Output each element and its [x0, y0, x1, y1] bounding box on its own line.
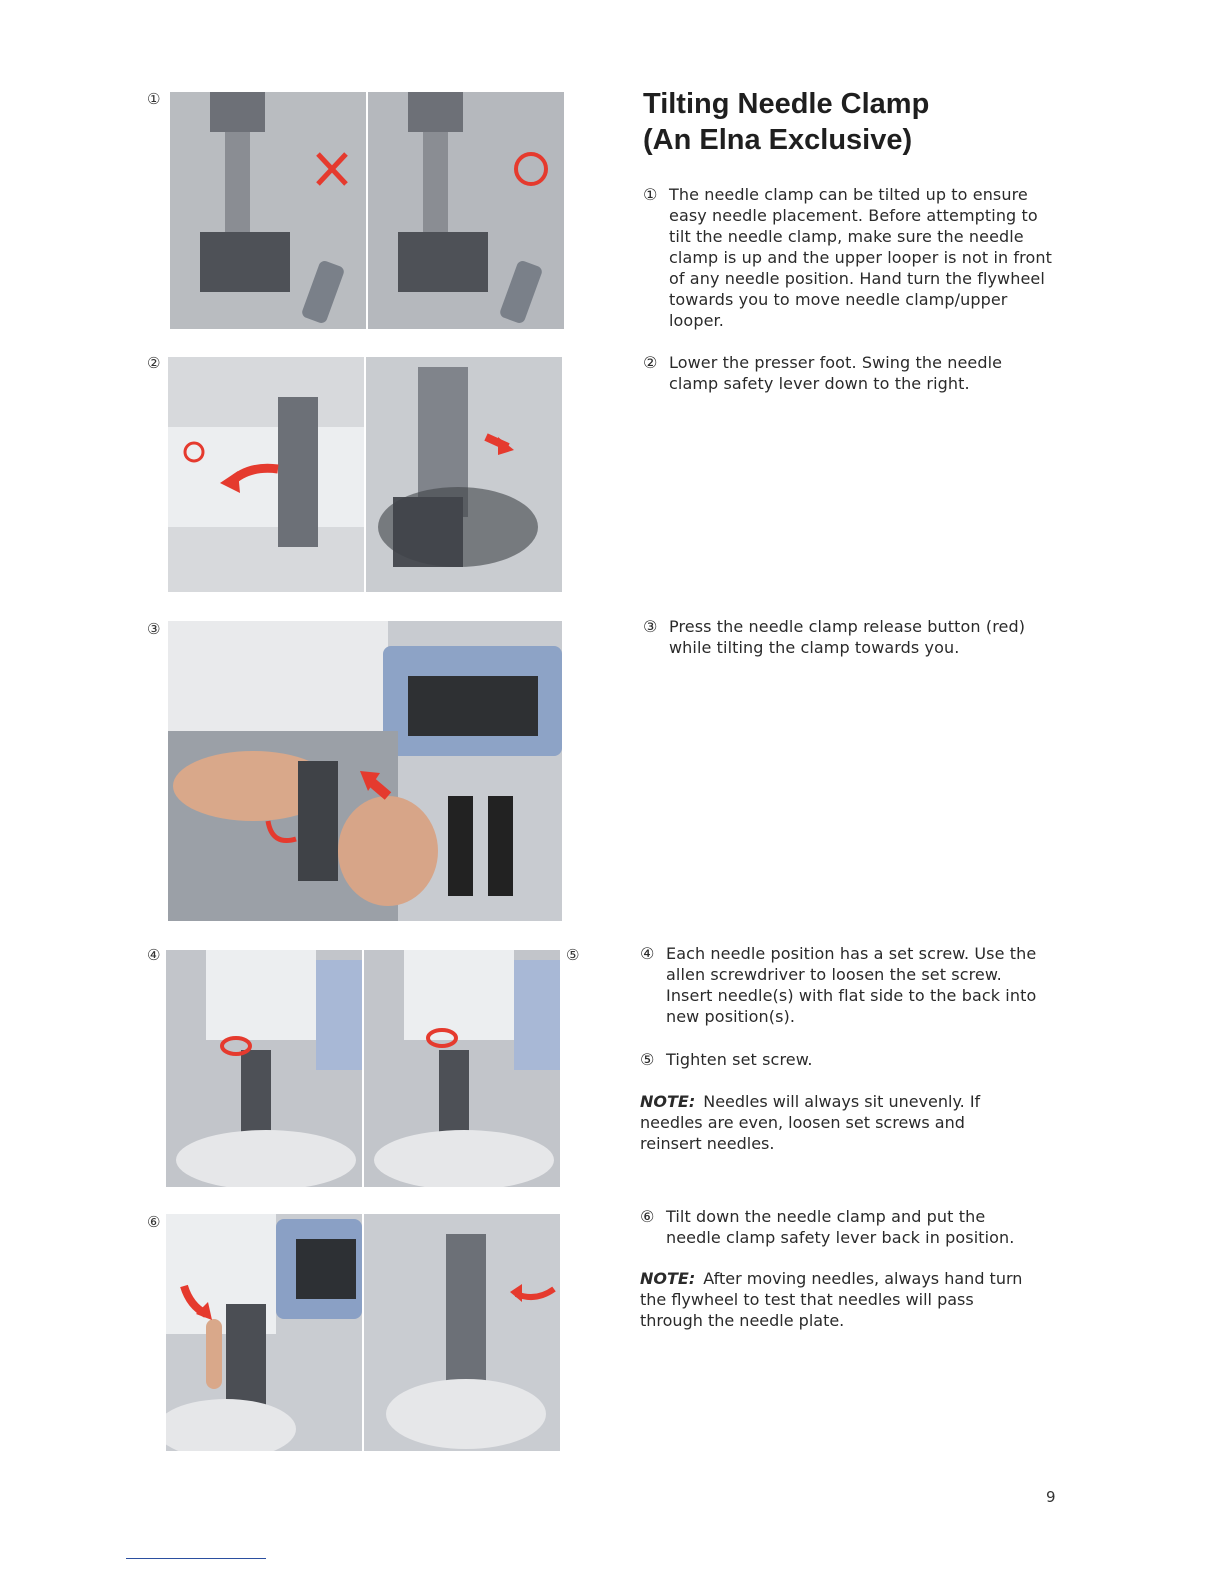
step-text: The needle clamp can be tilted up to ensure easy needle placement. Before attempting to tilt the needle clamp, make sure the needle clamp is up and the upper looper is not in front of any needle position. Hand turn the flywheel towards you to move needle clamp/upper looper.: [669, 185, 1052, 330]
note-text: Needles will always sit unevenly. If needles are even, loosen set screws and reinsert needles.: [640, 1092, 981, 1153]
page-number: 9: [1046, 1488, 1056, 1506]
step-text: Press the needle clamp release button (red) while tilting the clamp towards you.: [669, 617, 1026, 657]
photo-needle-clamp-position: [170, 92, 564, 329]
figure-marker-1: ①: [147, 90, 161, 108]
photo-tilt-down: [166, 1214, 560, 1451]
step-text: Lower the presser foot. Swing the needle clamp safety lever down to the right.: [669, 353, 1003, 393]
figure-marker-5: ⑤: [566, 946, 580, 964]
step-6: [640, 1206, 1040, 1248]
note-1: [640, 1091, 1000, 1154]
figure-marker-6: ⑥: [147, 1213, 161, 1231]
step-4: [640, 943, 1040, 1027]
photo-set-screw: [166, 950, 560, 1187]
step-marker: ⑤: [640, 1050, 655, 1069]
note-text: After moving needles, always hand turn the flywheel to test that needles will pass through the needle plate.: [640, 1269, 1023, 1330]
figure-marker-2: ②: [147, 354, 161, 372]
step-3: [643, 616, 1053, 658]
photo-release-button: [168, 621, 562, 921]
title-line-1: Tilting Needle Clamp: [643, 88, 930, 120]
step-1: [643, 184, 1053, 331]
step-5: [640, 1049, 1040, 1070]
step-text: Tilt down the needle clamp and put the needle clamp safety lever back in position.: [666, 1207, 1015, 1247]
footer-rule: [126, 1558, 266, 1559]
step-2: [643, 352, 1043, 394]
title-line-2: (An Elna Exclusive): [643, 124, 913, 156]
note-lead: NOTE:: [640, 1092, 696, 1111]
step-marker: ③: [643, 617, 658, 636]
step-marker: ①: [643, 185, 658, 204]
page-title: [643, 86, 929, 158]
photo-safety-lever: [168, 357, 562, 592]
figure-marker-4: ④: [147, 946, 161, 964]
step-text: Each needle position has a set screw. Use the allen screwdriver to loosen the set screw. Insert needle(s) with flat side to the back into new position(s).: [666, 944, 1037, 1026]
figure-marker-3: ③: [147, 620, 161, 638]
step-marker: ⑥: [640, 1207, 655, 1226]
step-marker: ②: [643, 353, 658, 372]
note-lead: NOTE:: [640, 1269, 696, 1288]
step-text: Tighten set screw.: [666, 1050, 813, 1069]
note-2: [640, 1268, 1040, 1331]
step-marker: ④: [640, 944, 655, 963]
